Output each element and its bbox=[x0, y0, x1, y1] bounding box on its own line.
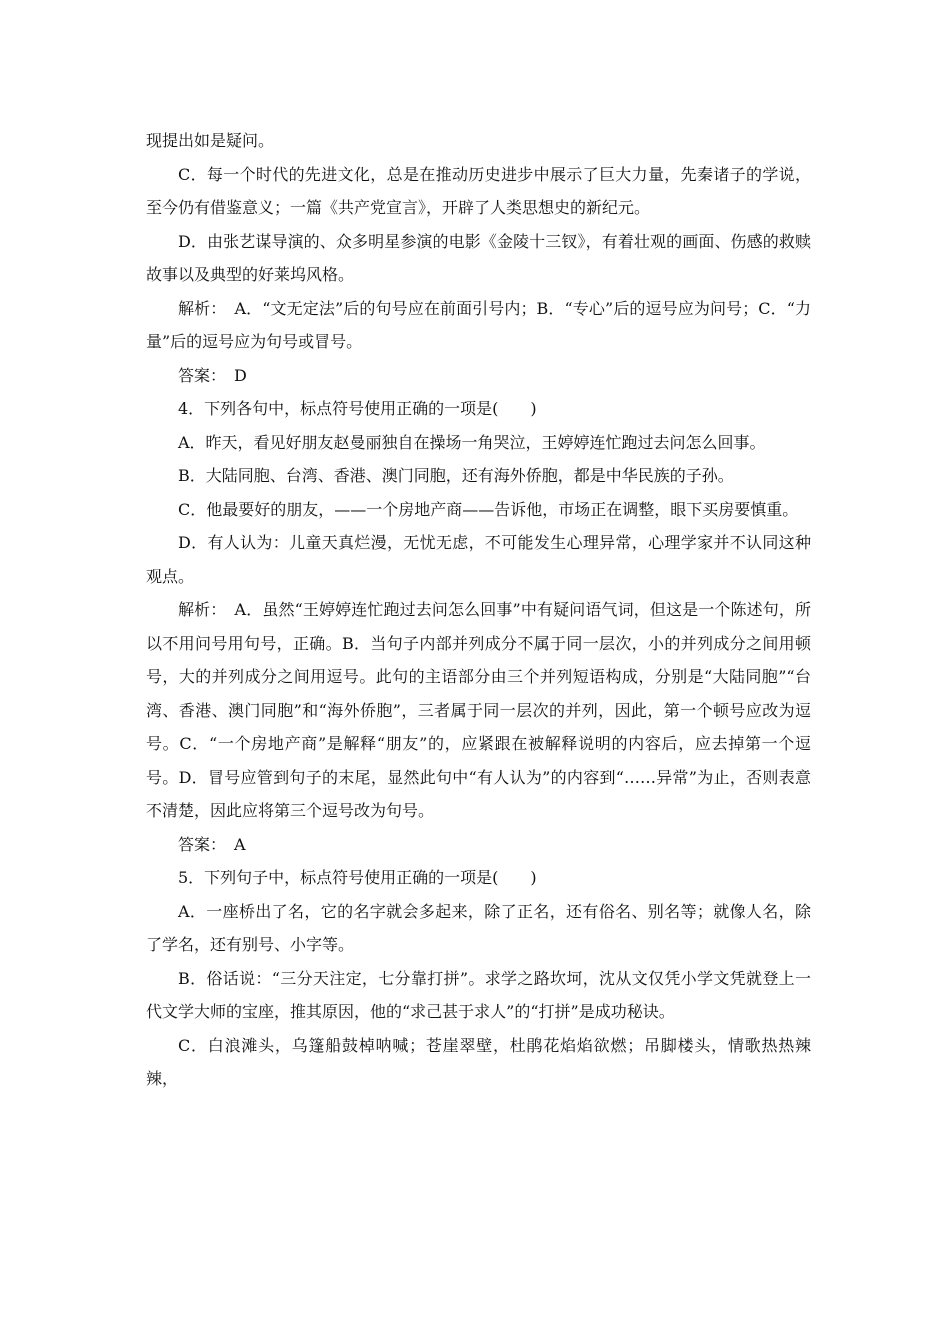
paragraph: B．大陆同胞、台湾、香港、澳门同胞，还有海外侨胞，都是中华民族的子孙。 bbox=[178, 466, 734, 485]
paragraph: C．白浪滩头，乌篷船鼓棹呐喊；苍崖翠壁，杜鹃花焰焰欲燃；吊脚楼头，情歌热热辣辣， bbox=[146, 1035, 811, 1088]
document-body bbox=[146, 124, 811, 1096]
paragraph: 5．下列句子中，标点符号使用正确的一项是( ) bbox=[178, 868, 537, 887]
paragraph: 现提出如是疑问。 bbox=[146, 131, 275, 150]
paragraph: D．由张艺谋导演的、众多明星参演的电影《金陵十三钗》，有着壮观的画面、伤感的救赎故事以及典型的好莱坞风格。 bbox=[146, 231, 811, 284]
paragraph: 答案： D bbox=[178, 365, 247, 385]
paragraph: D．有人认为：儿童天真烂漫，无忧无虑，不可能发生心理异常，心理学家并不认同这种观点。 bbox=[146, 533, 811, 586]
paragraph: 解析： A．虽然“王婷婷连忙跑过去问怎么回事”中有疑问语气词，但这是一个陈述句，所以不用问号用句号，正确。B．当句子内部并列成分不属于同一层次，小的并列成分之间用顿号，大的并列成分之间用逗号。此句的主语部分由三个并列短语构成，分别是“大陆同胞”“台湾、香港、澳门同胞”和“海外侨胞”，三者属于同一层次的并列，因此，第一个顿号应改为逗号。C．“一个房地产商”是解释“朋友”的，应紧跟在被解释说明的内容后，应去掉第一个逗号。D．冒号应管到句子的末尾，显然此句中“有人认为”的内容到“……异常”为止，否则表意不清楚，因此应将第三个逗号改为句号。 bbox=[146, 600, 811, 820]
paragraph: 4．下列各句中，标点符号使用正确的一项是( ) bbox=[178, 399, 537, 418]
paragraph: C．他最要好的朋友，——一个房地产商——告诉他，市场正在调整，眼下买房要慎重。 bbox=[178, 499, 799, 519]
paragraph: 答案： A bbox=[178, 834, 246, 854]
paragraph: A．一座桥出了名，它的名字就会多起来，除了正名，还有俗名、别名等；就像人名，除了学名，还有别号、小字等。 bbox=[146, 901, 811, 954]
paragraph: B．俗话说：“三分天注定，七分靠打拼”。求学之路坎坷，沈从文仅凭小学文凭就登上一代文学大师的宝座，推其原因，他的“求己甚于求人”的“打拼”是成功秘诀。 bbox=[146, 968, 811, 1021]
paragraph: 解析： A．“文无定法”后的句号应在前面引号内；B．“专心”后的逗号应为问号；C．“力量”后的逗号应为句号或冒号。 bbox=[146, 298, 811, 351]
paragraph: A．昨天，看见好朋友赵曼丽独自在操场一角哭泣，王婷婷连忙跑过去问怎么回事。 bbox=[178, 432, 766, 452]
paragraph: C．每一个时代的先进文化，总是在推动历史进步中展示了巨大力量，先秦诸子的学说，至今仍有借鉴意义；一篇《共产党宣言》，开辟了人类思想史的新纪元。 bbox=[146, 164, 811, 217]
